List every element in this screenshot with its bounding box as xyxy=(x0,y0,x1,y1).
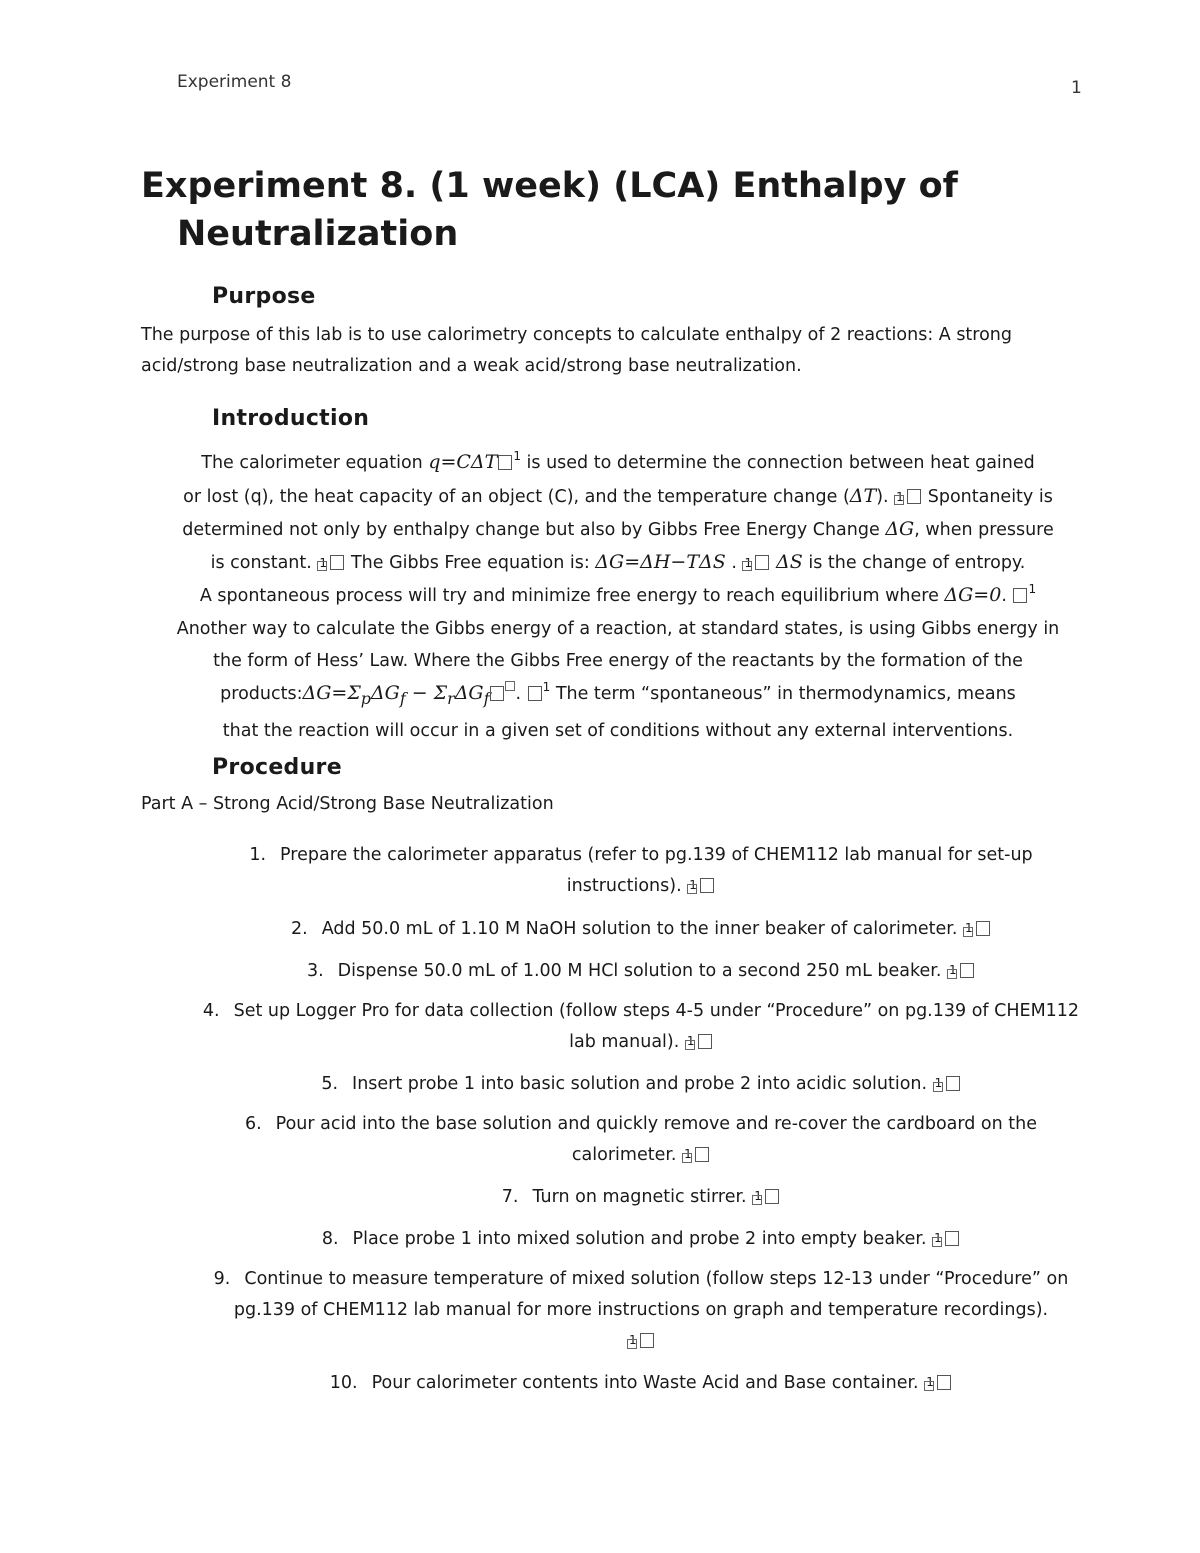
step-number: 7. xyxy=(501,1187,519,1207)
gibbs-equation: ΔG=ΔH−TΔS xyxy=(595,551,726,573)
footnote-ref-icon: 1 xyxy=(689,878,697,892)
step-number: 8. xyxy=(321,1229,339,1249)
step-number: 6. xyxy=(244,1114,262,1134)
list-item xyxy=(141,996,1141,1058)
intro-text: or lost (q), the heat capacity of an object (C), and the temperature change ( xyxy=(183,487,850,507)
intro-text: products: xyxy=(220,684,303,704)
intro-text: . xyxy=(725,553,737,573)
footnote-ref: 1 xyxy=(1028,582,1037,596)
purpose-line-1: The purpose of this lab is to use calorimetry concepts to calculate enthalpy of 2 reactions: A strong xyxy=(141,325,1013,345)
list-item xyxy=(141,1224,1141,1255)
title-line-1: Experiment 8. (1 week) (LCA) Enthalpy of xyxy=(141,166,958,206)
list-item xyxy=(141,1069,1141,1100)
step-text: Insert probe 1 into basic solution and probe 2 into acidic solution. xyxy=(352,1074,928,1094)
footnote-ref-icon: 1 xyxy=(934,1076,943,1090)
step-text: Set up Logger Pro for data collection (follow steps 4-5 under “Procedure” on pg.139 of CHEM112 xyxy=(233,1001,1080,1021)
step-number: 9. xyxy=(213,1269,231,1289)
purpose-heading: Purpose xyxy=(212,284,316,309)
footnote-ref: 1 xyxy=(542,680,551,694)
placeholder-box-icon xyxy=(490,686,504,701)
step-number: 2. xyxy=(290,919,308,939)
placeholder-box-icon xyxy=(937,1375,951,1390)
step-number: 4. xyxy=(202,1001,220,1021)
footnote-ref: 1 xyxy=(513,449,521,463)
footnote-ref-icon: 1 xyxy=(754,1189,762,1203)
list-item xyxy=(141,956,1141,987)
intro-text: that the reaction will occur in a given set of conditions without any external interventions. xyxy=(222,720,1014,741)
intro-text: determined not only by enthalpy change but also by Gibbs Free Energy Change xyxy=(182,520,886,540)
intro-text: , when pressure xyxy=(914,520,1054,540)
step-number: 10. xyxy=(329,1373,358,1393)
footnote-ref-icon: 1 xyxy=(896,490,904,504)
step-text: Add 50.0 mL of 1.10 M NaOH solution to the inner beaker of calorimeter. xyxy=(321,919,958,939)
intro-text: A spontaneous process will try and minimize free energy to reach equilibrium where xyxy=(199,586,945,606)
step-text: calorimeter. xyxy=(571,1145,677,1165)
list-item xyxy=(141,1264,1141,1357)
step-number: 1. xyxy=(249,845,267,865)
step-text: instructions). xyxy=(566,876,682,896)
list-item xyxy=(141,914,1141,945)
intro-text: The term “spontaneous” in thermodynamics, means xyxy=(550,684,1016,704)
footnote-ref-icon: 1 xyxy=(684,1147,692,1161)
intro-text: is used to determine the connection between heat gained xyxy=(520,453,1035,473)
intro-text: Another way to calculate the Gibbs energy of a reaction, at standard states, is using Gibbs energy in xyxy=(176,619,1060,639)
placeholder-box-icon xyxy=(755,555,769,570)
step-number: 5. xyxy=(321,1074,339,1094)
placeholder-box-icon xyxy=(528,686,542,701)
intro-text: is constant. xyxy=(210,553,312,573)
footnote-ref-icon: 1 xyxy=(686,1034,695,1048)
footnote-ref-icon: 1 xyxy=(629,1333,637,1347)
introduction-paragraph xyxy=(165,446,1071,747)
introduction-heading: Introduction xyxy=(212,406,370,431)
footnote-ref-icon: 1 xyxy=(949,963,957,977)
delta-s-symbol: ΔS xyxy=(776,551,803,573)
procedure-heading: Procedure xyxy=(212,755,342,780)
page-number: 1 xyxy=(1071,78,1082,98)
step-text: Place probe 1 into mixed solution and probe 2 into empty beaker. xyxy=(352,1229,927,1249)
title-line-2: Neutralization xyxy=(177,214,459,254)
intro-text: Spontaneity is xyxy=(922,487,1053,507)
step-text: Continue to measure temperature of mixed solution (follow steps 12-13 under “Procedure” on xyxy=(244,1269,1069,1289)
intro-text: . xyxy=(515,684,522,704)
list-item xyxy=(141,1109,1141,1171)
intro-text: The Gibbs Free equation is: xyxy=(345,553,596,573)
purpose-line-2: acid/strong base neutralization and a weak acid/strong base neutralization. xyxy=(141,356,802,376)
footnote-ref-icon: 1 xyxy=(965,921,973,935)
placeholder-box-icon xyxy=(976,921,990,936)
purpose-paragraph xyxy=(141,320,1041,382)
step-text: Prepare the calorimeter apparatus (refer to pg.139 of CHEM112 lab manual for set-up xyxy=(280,845,1033,865)
placeholder-box-icon xyxy=(946,1076,960,1091)
step-text: lab manual). xyxy=(569,1032,680,1052)
footnote-ref-icon: 1 xyxy=(319,556,328,570)
placeholder-box-icon xyxy=(695,1147,709,1162)
running-header: Experiment 8 xyxy=(177,72,292,92)
list-item xyxy=(141,1368,1141,1399)
placeholder-box-icon xyxy=(1013,588,1027,603)
list-item xyxy=(141,840,1141,902)
step-text: Pour acid into the base solution and quickly remove and re-cover the cardboard on the xyxy=(275,1114,1038,1134)
intro-text: is the change of entropy. xyxy=(802,553,1026,573)
delta-g-symbol: ΔG xyxy=(885,518,915,540)
intro-text: ). xyxy=(876,487,889,507)
placeholder-box-icon xyxy=(498,455,512,470)
placeholder-box-icon xyxy=(640,1333,654,1348)
placeholder-box-icon xyxy=(505,681,515,691)
document-title xyxy=(141,162,1041,258)
step-text: Turn on magnetic stirrer. xyxy=(532,1187,747,1207)
placeholder-box-icon xyxy=(330,555,344,570)
step-text: Dispense 50.0 mL of 1.00 M HCl solution to a second 250 mL beaker. xyxy=(337,961,942,981)
list-item xyxy=(141,1182,1141,1213)
step-number: 3. xyxy=(306,961,324,981)
intro-text: . xyxy=(1001,586,1007,606)
intro-text: The calorimeter equation xyxy=(201,453,429,473)
delta-t-symbol: ΔT xyxy=(849,485,877,507)
placeholder-box-icon xyxy=(945,1231,959,1246)
placeholder-box-icon xyxy=(765,1189,779,1204)
placeholder-box-icon xyxy=(698,1034,712,1049)
placeholder-box-icon xyxy=(700,878,714,893)
step-text: Pour calorimeter contents into Waste Acid and Base container. xyxy=(371,1373,919,1393)
step-text: pg.139 of CHEM112 lab manual for more instructions on graph and temperature recordings). xyxy=(233,1300,1049,1320)
part-a-heading: Part A – Strong Acid/Strong Base Neutralization xyxy=(141,794,554,814)
footnote-ref-icon: 1 xyxy=(926,1375,934,1389)
placeholder-box-icon xyxy=(907,489,921,504)
hess-law-equation: $\Delta G=\Sigma_p\Delta G_f - \Sigma_r\Delta G_f$ xyxy=(302,682,490,708)
intro-text: the form of Hess’ Law. Where the Gibbs Free energy of the reactants by the formation of the xyxy=(213,651,1023,671)
placeholder-box-icon xyxy=(960,963,974,978)
calorimeter-equation: q=CΔT xyxy=(428,451,498,473)
equilibrium-equation: ΔG=0 xyxy=(944,584,1002,606)
footnote-ref-icon: 1 xyxy=(744,556,753,570)
footnote-ref-icon: 1 xyxy=(934,1231,942,1245)
